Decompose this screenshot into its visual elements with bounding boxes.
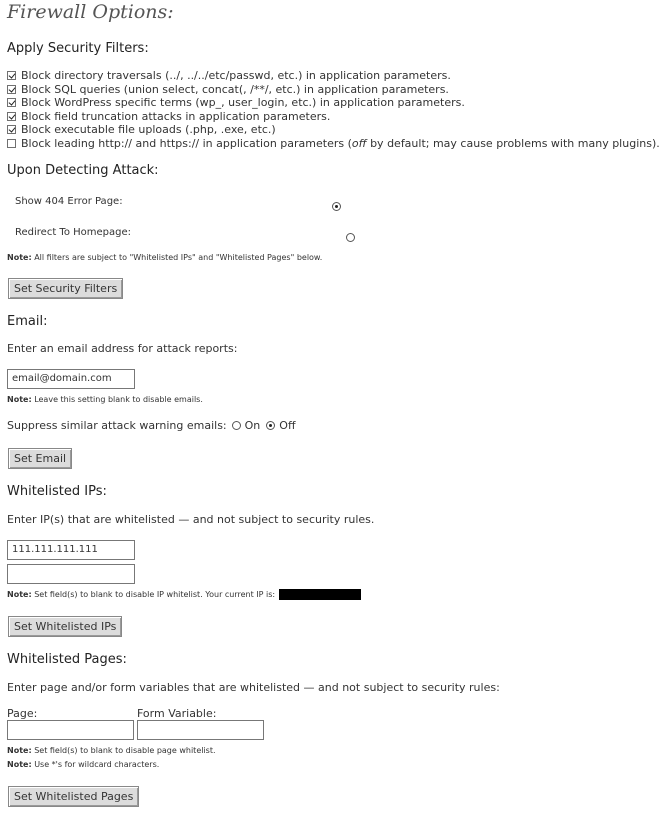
- page-label: Page:: [7, 707, 38, 720]
- filter-sql-queries[interactable]: [7, 82, 449, 96]
- email-instructions: Enter an email address for attack reports:: [7, 342, 238, 355]
- suppress-off-radio[interactable]: [266, 421, 275, 430]
- page-title: Firewall Options:: [7, 1, 174, 23]
- filter-label: Block executable file uploads (.php, .exe, etc.): [21, 122, 276, 136]
- set-whitelisted-ips-button[interactable]: Set Whitelisted IPs: [8, 616, 122, 637]
- filter-label: Block SQL queries (union select, concat(, /**/, etc.) in application parameters.: [21, 82, 449, 96]
- filter-label: Block WordPress specific terms (wp_, user_login, etc.) in application parameters.: [21, 95, 465, 109]
- email-field[interactable]: email@domain.com: [7, 369, 135, 389]
- filters-heading: Apply Security Filters:: [7, 41, 149, 56]
- form-variable-label: Form Variable:: [137, 707, 217, 720]
- checkbox[interactable]: [7, 98, 16, 107]
- filter-label: Block field truncation attacks in application parameters.: [21, 109, 331, 123]
- suppress-on-radio[interactable]: [232, 421, 241, 430]
- whitelisted-ips-note: Note: Set field(s) to blank to disable IP whitelist. Your current IP is:: [7, 589, 361, 600]
- checkbox[interactable]: [7, 85, 16, 94]
- whitelisted-ip-field-1[interactable]: 111.111.111.111: [7, 540, 135, 560]
- filter-label: Block leading http:// and https:// in application parameters (off by default; may cause problems with many plugins).: [21, 136, 660, 150]
- attack-note: Note: All filters are subject to "Whitelisted IPs" and "Whitelisted Pages" below.: [7, 253, 323, 262]
- option-404-label: Show 404 Error Page:: [15, 196, 123, 207]
- whitelisted-pages-note-2: Note: Use *'s for wildcard characters.: [7, 760, 160, 769]
- form-variable-field[interactable]: [137, 720, 264, 740]
- suppress-off-label: Off: [279, 419, 296, 432]
- whitelisted-ip-field-2[interactable]: [7, 564, 135, 584]
- checkbox[interactable]: [7, 125, 16, 134]
- redacted-ip-block: [279, 589, 361, 600]
- whitelisted-pages-instructions: Enter page and/or form variables that are whitelisted — and not subject to security rules:: [7, 681, 500, 694]
- filter-label: Block directory traversals (../, ../../etc/passwd, etc.) in application parameters.: [21, 68, 451, 82]
- whitelisted-pages-note-1: Note: Set field(s) to blank to disable page whitelist.: [7, 746, 216, 755]
- email-heading: Email:: [7, 314, 48, 329]
- set-email-button[interactable]: Set Email: [8, 448, 72, 469]
- checkbox[interactable]: [7, 139, 16, 148]
- option-404-radio[interactable]: [332, 202, 341, 211]
- page-field[interactable]: [7, 720, 134, 740]
- checkbox[interactable]: [7, 112, 16, 121]
- suppress-emails-label: Suppress similar attack warning emails:: [7, 419, 227, 432]
- whitelisted-pages-heading: Whitelisted Pages:: [7, 652, 127, 667]
- attack-heading: Upon Detecting Attack:: [7, 163, 159, 178]
- filter-executable-uploads[interactable]: [7, 122, 276, 136]
- whitelisted-ips-instructions: Enter IP(s) that are whitelisted — and not subject to security rules.: [7, 513, 375, 526]
- whitelisted-ips-heading: Whitelisted IPs:: [7, 484, 107, 499]
- set-security-filters-button[interactable]: Set Security Filters: [8, 278, 123, 299]
- set-whitelisted-pages-button[interactable]: Set Whitelisted Pages: [8, 786, 139, 807]
- suppress-emails-row: [7, 419, 296, 432]
- option-redirect-radio[interactable]: [346, 233, 355, 242]
- suppress-on-label: On: [244, 419, 261, 432]
- checkbox[interactable]: [7, 71, 16, 80]
- filter-field-truncation[interactable]: [7, 109, 330, 123]
- filter-directory-traversal[interactable]: [7, 68, 451, 82]
- email-note: Note: Leave this setting blank to disable emails.: [7, 395, 203, 404]
- option-redirect-label: Redirect To Homepage:: [15, 227, 132, 238]
- filter-leading-http[interactable]: [7, 136, 660, 150]
- filter-wordpress-terms[interactable]: [7, 95, 465, 109]
